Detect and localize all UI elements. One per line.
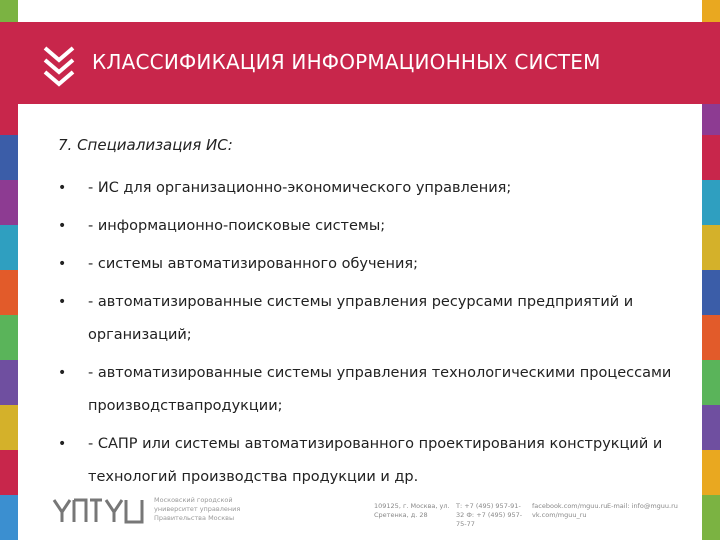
list-item <box>58 357 698 423</box>
top-white-strip <box>18 0 702 22</box>
list-item-text: - информационно-поисковые системы; <box>88 218 386 234</box>
bullet-icon: • <box>58 365 67 381</box>
list-item-text: - САПР или системы автоматизированного проектирования конструкций и технологий производства продукции и др. <box>88 436 663 485</box>
list-item <box>58 172 698 205</box>
footer-address: 109125, г. Москва, ул. Сретенка, д. 28 <box>374 502 450 519</box>
list-item <box>58 210 698 243</box>
bullet-icon: • <box>58 218 67 234</box>
university-name: Московский городской университет управления Правительства Москвы <box>154 496 241 522</box>
university-logo <box>52 498 144 524</box>
list-item-text: - автоматизированные системы управления технологическими процессами производствапродукции; <box>88 365 672 414</box>
list-item <box>58 428 698 494</box>
footer-social-links[interactable]: facebook.com/mguu.ru vk.com/mguu_ru <box>532 502 608 519</box>
page-title: КЛАССИФИКАЦИЯ ИНФОРМАЦИОННЫХ СИСТЕМ <box>92 50 601 74</box>
list-item-text: - автоматизированные системы управления ресурсами предприятий и организаций; <box>88 294 634 343</box>
footer-phone: Т: +7 (495) 957-91-32 Ф: +7 (495) 957-75-77 <box>456 502 523 528</box>
bullet-icon: • <box>58 256 67 272</box>
slide-content <box>58 136 698 499</box>
bullet-icon: • <box>58 436 67 452</box>
list-item-text: - ИС для организационно-экономического управления; <box>88 180 512 196</box>
bullet-list <box>58 172 698 494</box>
bullet-icon: • <box>58 180 67 196</box>
chevrons-down-icon <box>42 44 76 88</box>
footer <box>52 492 692 532</box>
list-item <box>58 286 698 352</box>
list-item-text: - системы автоматизированного обучения; <box>88 256 418 272</box>
footer-email[interactable]: E-mail: info@mguu.ru <box>607 502 678 510</box>
list-item <box>58 248 698 281</box>
bullet-icon: • <box>58 294 67 310</box>
header-banner <box>0 22 720 104</box>
section-subtitle: 7. Специализация ИС: <box>58 136 233 154</box>
